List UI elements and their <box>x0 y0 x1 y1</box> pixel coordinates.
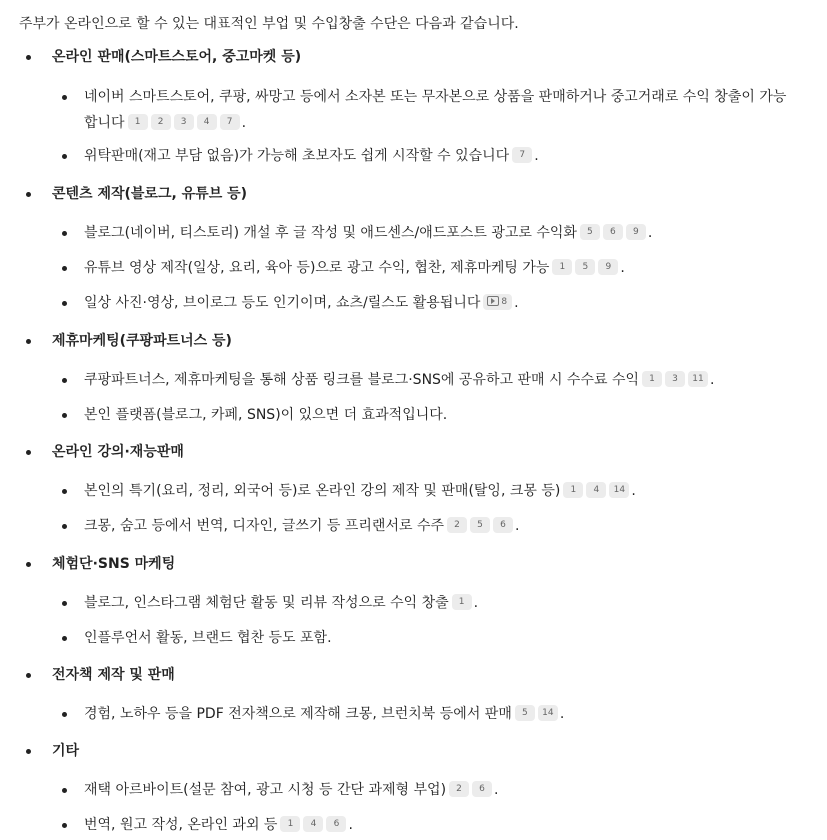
list-item-text: 인플루언서 활동, 브랜드 협찬 등도 포함. <box>84 630 332 646</box>
video-play-icon <box>487 296 499 306</box>
citation-badge[interactable]: 5 <box>575 259 595 275</box>
list-item-text: 크몽, 숨고 등에서 번역, 디자인, 글쓰기 등 프리랜서로 수주 <box>84 518 445 534</box>
section-title-online-sales: 온라인 판매(스마트스토어, 중고마켓 등) <box>26 47 301 67</box>
period: . <box>473 595 479 611</box>
list-item-text: 재택 아르바이트(설문 참여, 광고 시청 등 간단 과제형 부업) <box>84 782 447 798</box>
citation-badge[interactable]: 11 <box>688 371 708 387</box>
period: . <box>514 295 519 311</box>
citation-badge[interactable]: 4 <box>586 482 606 498</box>
list-item <box>62 143 802 169</box>
period: . <box>515 518 520 534</box>
section-title-affiliate-marketing: 제휴마케팅(쿠팡파트너스 등) <box>26 331 232 351</box>
list-item-text: 블로그(네이버, 티스토리) 개설 후 글 작성 및 애드센스/애드포스트 광고로 수익화 <box>84 225 577 241</box>
list-item <box>62 220 802 246</box>
list-item <box>62 84 802 136</box>
citation-badge[interactable]: 2 <box>447 517 467 533</box>
citation-badge[interactable]: 1 <box>563 482 583 498</box>
video-source-badge[interactable]: 8 <box>483 294 512 310</box>
citation-badge[interactable]: 1 <box>452 594 472 610</box>
list-item <box>62 777 802 803</box>
list-item-text: 번역, 원고 작성, 온라인 과외 등 <box>84 817 278 833</box>
list-item-text: 유튜브 영상 제작(일상, 요리, 육아 등)으로 광고 수익, 협찬, 제휴마케팅 가능 <box>84 260 550 276</box>
list-item-text: 본인의 특기(요리, 정리, 외국어 등)로 온라인 강의 제작 및 판매(탈잉, 크몽 등) <box>84 483 561 499</box>
period: . <box>348 817 353 833</box>
period: . <box>631 483 636 499</box>
list-item <box>62 625 802 651</box>
period: . <box>559 706 565 722</box>
citation-badge[interactable]: 6 <box>493 517 513 533</box>
list-item-text: 쿠팡파트너스, 제휴마케팅을 통해 상품 링크를 블로그·SNS에 공유하고 판매 시 수수료 수익 <box>84 372 639 388</box>
citation-badge[interactable]: 5 <box>470 517 490 533</box>
list-item <box>62 812 802 838</box>
section-title-other: 기타 <box>26 741 79 761</box>
citation-badge[interactable]: 2 <box>151 114 171 130</box>
citation-badge[interactable]: 9 <box>626 224 646 240</box>
citation-badge[interactable]: 6 <box>472 781 492 797</box>
citation-badge[interactable]: 1 <box>128 114 148 130</box>
citation-badge[interactable]: 2 <box>449 781 469 797</box>
period: . <box>494 782 499 798</box>
intro-text: 주부가 온라인으로 할 수 있는 대표적인 부업 및 수입창출 수단은 다음과 같습니다. <box>19 16 519 32</box>
list-item-text: 일상 사진·영상, 브이로그 등도 인기이며, 쇼츠/릴스도 활용됩니다 <box>84 295 481 311</box>
list-item <box>62 367 802 393</box>
list-item <box>62 290 802 316</box>
period: . <box>647 225 653 241</box>
citation-badge[interactable]: 3 <box>665 371 685 387</box>
citation-badge[interactable]: 5 <box>580 224 600 240</box>
citation-badge[interactable]: 14 <box>538 705 558 721</box>
period: . <box>710 372 715 388</box>
list-item <box>62 590 802 616</box>
section-title-online-lectures: 온라인 강의·재능판매 <box>26 442 184 462</box>
citation-badge[interactable]: 1 <box>552 259 572 275</box>
list-item <box>62 478 802 504</box>
citation-badge[interactable]: 4 <box>303 816 323 832</box>
list-item <box>62 255 802 281</box>
citation-badge[interactable]: 5 <box>515 705 535 721</box>
citation-badge[interactable]: 14 <box>609 482 629 498</box>
citation-badge[interactable]: 3 <box>174 114 194 130</box>
list-item-text: 경험, 노하우 등을 PDF 전자책으로 제작해 크몽, 브런치북 등에서 판매 <box>84 706 512 722</box>
list-item-text: 본인 플랫폼(블로그, 카페, SNS)이 있으면 더 효과적입니다. <box>84 407 448 423</box>
section-title-sns-marketing: 체험단·SNS 마케팅 <box>26 554 175 574</box>
list-item <box>62 701 802 727</box>
period: . <box>241 115 247 131</box>
citation-badge[interactable]: 4 <box>197 114 217 130</box>
citation-badge[interactable]: 6 <box>603 224 623 240</box>
list-item <box>62 402 802 428</box>
section-title-content-creation: 콘텐츠 제작(블로그, 유튜브 등) <box>26 184 247 204</box>
citation-badge[interactable]: 9 <box>598 259 618 275</box>
section-title-ebook: 전자책 제작 및 판매 <box>26 665 175 685</box>
list-item <box>62 513 802 539</box>
citation-badge[interactable]: 7 <box>512 147 532 163</box>
citation-badge[interactable]: 6 <box>326 816 346 832</box>
list-item-text: 블로그, 인스타그램 체험단 활동 및 리뷰 작성으로 수익 창출 <box>84 595 449 611</box>
period: . <box>620 260 625 276</box>
citation-badge[interactable]: 1 <box>280 816 300 832</box>
citation-badge[interactable]: 7 <box>220 114 240 130</box>
period: . <box>534 148 539 164</box>
citation-badge[interactable]: 1 <box>642 371 662 387</box>
list-item-text: 네이버 스마트스토어, 쿠팡, 싸망고 등에서 소자본 또는 무자본으로 상품을 판매하거나 중고거래로 수익 창출이 가능합니다 <box>84 89 787 131</box>
list-item-text: 위탁판매(재고 부담 없음)가 가능해 초보자도 쉽게 시작할 수 있습니다 <box>84 148 510 164</box>
